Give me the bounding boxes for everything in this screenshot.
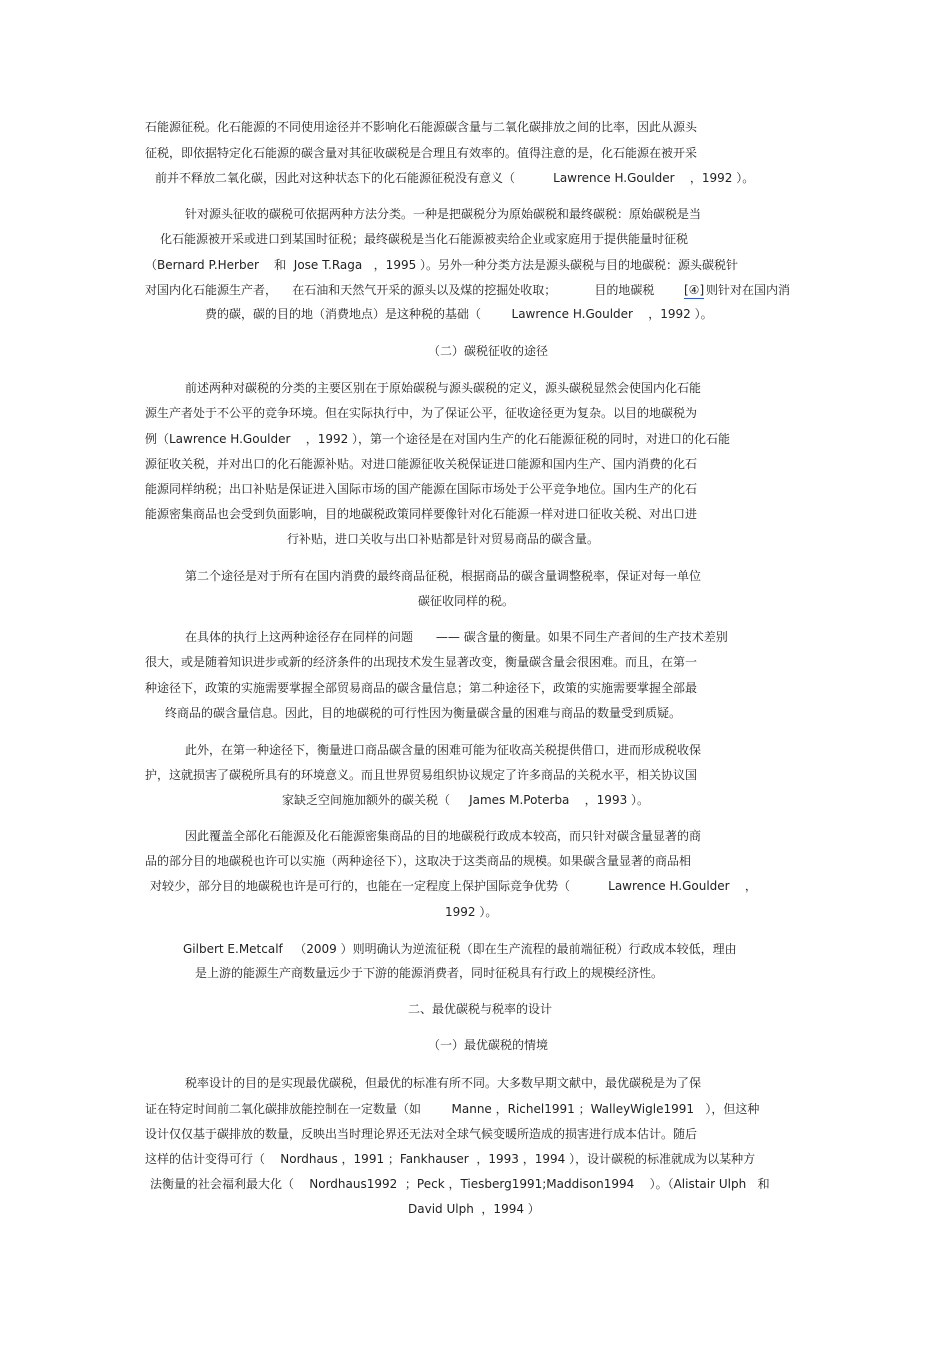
text-line: 是上游的能源生产商数量远少于下游的能源消费者，同时征税具有行政上的规模经济性。 [195,966,664,980]
text-line: 法衡量的社会福利最大化（ Nordhaus1992 ；Peck ，Tiesberg1991;Maddison1994 ）。（Alistair Ulph 和 [150,1177,770,1191]
text-line: 例（Lawrence H.Goulder ，1992 ），第一个途径是在对国内生产的化石能源征税的同时，对进口的化石能 [145,432,731,446]
text-line: 针对源头征收的碳税可依据两种方法分类。一种是把碳税分为原始碳税和最终碳税：原始碳税是当 [185,207,702,221]
text-line: 护，这就损害了碳税所具有的环境意义。而且世界贸易组织协议规定了许多商品的关税水平，相关协议国 [145,768,698,782]
text-line: Gilbert E.Metcalf （2009 ）则明确认为逆流征税（即在生产流程的最前端征税）行政成本较低，理由 [183,942,737,956]
text-line: 品的部分目的地碳税也许可以实施（两种途径下），这取决于这类商品的规模。如果碳含量显著的商品相 [145,854,692,868]
text-line: 能源密集商品也会受到负面影响，目的地碳税政策同样要像针对化石能源一样对进口征收关税、对出口进 [145,507,698,521]
subsection-heading: （一）最优碳税的情境 [428,1038,549,1052]
text-line: 在具体的执行上这两种途径存在同样的问题 —— 碳含量的衡量。如果不同生产者间的生产技术差别 [185,630,728,644]
text-line: （Bernard P.Herber 和 Jose T.Raga ，1995 ）。另外一种分类方法是源头碳税与目的地碳税：源头碳税针 [145,258,739,272]
text-line: 对国内化石能源生产者， 在石油和天然气开采的源头以及煤的挖掘处收取； 目的地碳税 [145,283,655,297]
text-line: 石能源征税。化石能源的不同使用途径并不影响化石能源碳含量与二氧化碳排放之间的比率，因此从源头 [145,120,698,134]
text-line: 对较少，部分目的地碳税也许是可行的，也能在一定程度上保护国际竞争优势（ Lawrence H.Goulder ， [150,879,757,893]
text-line: 征税，即依据特定化石能源的碳含量对其征收碳税是合理且有效率的。值得注意的是，化石能源在被开采 [145,146,698,160]
text-line: 设计仅仅基于碳排放的数量，反映出当时理论界还无法对全球气候变暖所造成的损害进行成本估计。随后 [145,1127,698,1141]
text-line: 这样的估计变得可行（ Nordhaus ，1991 ；Fankhauser ，1993 ，1994 ），设计碳税的标准就成为以某种方 [145,1152,756,1166]
text-line: 化石能源被开采或进口到某国时征税；最终碳税是当化石能源被卖给企业或家庭用于提供能量时征税 [160,232,689,246]
text-line: 税率设计的目的是实现最优碳税，但最优的标准有所不同。大多数早期文献中，最优碳税是为了保 [185,1076,702,1090]
text-line: 证在特定时间前二氧化碳排放能控制在一定数量（如 Manne ，Richel1991 ；WalleyWigle1991 ），但这种 [145,1102,760,1116]
text-line: 能源同样纳税；出口补贴是保证进入国际市场的国产能源在国际市场处于公平竞争地位。国内生产的化石 [145,482,698,496]
section-heading: 二、最优碳税与税率的设计 [408,1002,553,1016]
text-line: 则针对在国内消 [706,283,791,297]
text-line: 第二个途径是对于所有在国内消费的最终商品征税，根据商品的碳含量调整税率，保证对每一单位 [185,569,702,583]
text-line: 家缺乏空间施加额外的碳关税（ James M.Poterba ，1993 ）。 [282,793,650,807]
text-line: 前并不释放二氧化碳，因此对这种状态下的化石能源征税没有意义（ Lawrence H.Goulder ，1992 ）。 [155,171,755,185]
section-heading: （二）碳税征收的途径 [428,344,549,358]
text-line: 费的碳，碳的目的地（消费地点）是这种税的基础（ Lawrence H.Goulder ，1992 ）。 [205,307,713,321]
footnote-reference-link[interactable]: [④] [684,280,704,299]
text-line: 终商品的碳含量信息。因此，目的地碳税的可行性因为衡量碳含量的困难与商品的数量受到质疑。 [165,706,682,720]
text-line: 前述两种对碳税的分类的主要区别在于原始碳税与源头碳税的定义，源头碳税显然会使国内化石能 [185,381,702,395]
text-line: 因此覆盖全部化石能源及化石能源密集商品的目的地碳税行政成本较高，而只针对碳含量显著的商 [185,829,702,843]
text-line: 碳征收同样的税。 [418,594,515,608]
text-line: 行补贴，进口关收与出口补贴都是针对贸易商品的碳含量。 [287,532,600,546]
text-line: 1992 ）。 [445,905,498,919]
text-line: 此外，在第一种途径下，衡量进口商品碳含量的困难可能为征收高关税提供借口，进而形成税收保 [185,743,702,757]
text-line: 源征收关税，并对出口的化石能源补贴。对进口能源征收关税保证进口能源和国内生产、国内消费的化石 [145,457,698,471]
text-line: David Ulph ，1994 ） [408,1202,540,1216]
text-line: 种途径下，政策的实施需要掌握全部贸易商品的碳含量信息；第二种途径下，政策的实施需要掌握全部最 [145,681,698,695]
text-line: 很大，或是随着知识进步或新的经济条件的出现技术发生显著改变，衡量碳含量会很困难。而且，在第一 [145,655,698,669]
text-line: 源生产者处于不公平的竞争环境。但在实际执行中，为了保证公平，征收途径更为复杂。以目的地碳税为 [145,406,698,420]
